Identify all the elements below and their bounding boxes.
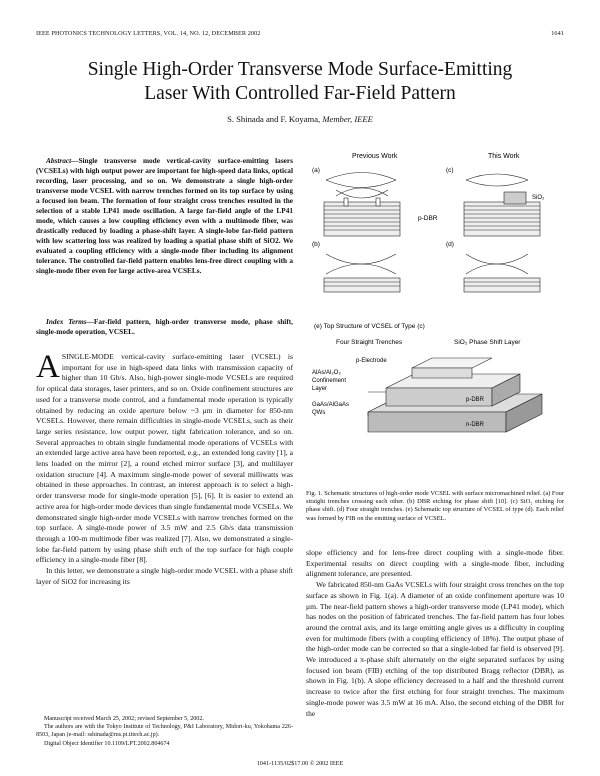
structure-c <box>464 174 540 236</box>
figure-caption <box>306 490 564 523</box>
right-paragraph-1: slope efficiency and for lens-free direct coupling with a single-mode fiber. Experimental results on direct coupling with a single-mode fiber, including alignment tolerance, are presented. <box>306 548 564 579</box>
fig-label-top-structure: (e) Top Structure of VCSEL of Type (c) <box>314 323 425 330</box>
fig-label-c: (c) <box>446 167 454 174</box>
intro-paragraph-1 <box>36 349 293 566</box>
author-names: S. Shinada and F. Koyama, <box>227 114 321 124</box>
intro-paragraph-2: In this letter, we demonstrate a single high-order mode VCSEL with a phase shift layer of SiO2 for increasing its <box>36 566 293 586</box>
right-paragraph-2: We fabricated 850-nm GaAs VCSELs with four straight cross trenches on the top surface as shown in Fig. 1(a). A diameter of an oxide confinement aperture was 10 μm. The near-field pattern shows a high-order transverse mode (LP41 mode), which has nodes on the position of fabricated trenches. The far-field pattern has four lobes around the central axis, and its large emitting angle gives us a difficulty in coupling even for multimode fibers (with a coupling efficiency of 18%). The output phase of the high-order mode can be corrected so that a single-lobed far field is observed [9]. We introduced a π-phase shift alternately on the eight separated surfaces by using focused ion beam (FIB) etching of the top distributed Bragg reflector (DBR), as shown in Fig. 1(b). A slope efficiency decreased to a half and the threshold current increase to twice after the first etching for four straight trenches. The maximum single-mode power was 3.5 mW at 16 mA. Also, the second etching of the DBR for the <box>306 580 564 718</box>
footnote <box>36 715 293 748</box>
caption-text: Schematic structures of high-order mode VCSEL with surface micromachined relief. (a) Four straight trenches crossing each other. (b) DBR etching for phase shift [10]. (c) SiO₂ etching for phase shift. (d) Four straight trenches. (e) Schematic top structure of VCSEL of type (d). Each relief was formed by FIB on the emitting surface of VCSEL. <box>306 490 565 522</box>
fig-label-a: (a) <box>312 167 320 174</box>
intro-p1-text: SINGLE-MODE vertical-cavity surface-emitting laser (VCSEL) is important for use in high-speed data links with transmission capacity of higher than 10 Gb/s. Also, high-power single-mode VCSELs are required for optical data storages, laser printers, and so on. Oxide confinement structures are used for a transverse mode control, and a fundamental mode operation is typically obtained by reducing an oxide aperture below ~3 μm in diameter for 850-nm VCSELs. However, there remain difficulties in single-mode VCSELs, such as their large series resistance, low output power, tight fabrication tolerance, and so on. Several approaches to obtain single fundamental mode operations of VCSELs with an extended large active area have been reported, e.g., an extended long cavity [1], a lens loaded on the mirror [2], a round etched mirror surface [3], and multilayer oxidation structure [4]. A maximum single-mode power of several milliwatts was obtained in these approaches. In contrast, an interest approach is to select a high-order transverse mode for single-mode operation [5], [6]. It is easier to extend an active area for high-order mode devices than single fundamental mode VCSELs. We demonstrated single high-order mode VCSELs with narrow trenches formed on the top surface. A single-mode power of 3.5 mW and 2.5 Gb/s data transmission through a 100-m multimode fiber was realized [7]. Also, we demonstrated a single-lobe far-field pattern by using phase shift etch of the top surface for high couple efficiency in a single-mode fiber [8]. <box>36 352 293 565</box>
fig-label-gaas-1: GaAs/AlGaAs <box>312 402 350 408</box>
fig-label-confine-2: Confinement <box>312 378 347 384</box>
footnote-affiliation: The authors are with the Tokyo Institute of Technology, P&I Laboratory, Midori-ku, Yokohama 226-8503, Japan (e-mail: sshinada@ms.pi.titech.ac.jp). <box>36 724 293 739</box>
fig-label-n-dbr: n-DBR <box>466 422 485 428</box>
index-terms-label: Index Terms <box>46 317 87 326</box>
fig-label-confine-1: AlAs/Al₂O₃ <box>312 370 341 376</box>
fig-label-confine-3: Layer <box>312 386 328 392</box>
fig-label-pdbr: p-DBR <box>418 215 438 222</box>
fig-label-trenches: Four Straight Trenches <box>336 339 403 346</box>
index-terms <box>36 317 293 337</box>
fig-label-gaas-2: QWs <box>312 410 326 416</box>
paper-title <box>0 58 600 106</box>
fig-label-sio2: SiO₂ <box>532 195 545 201</box>
index-terms-text: —Far-field pattern, high-order transverse mode, phase shift, single-mode operation, VCSEL. <box>36 317 293 336</box>
abstract-text: —Single transverse mode vertical-cavity surface-emitting lasers (VCSELs) with high output power are important for high-speed data links, optical recording, laser processing, and so on. We demonstrate a single high-order transverse mode VCSEL with narrow trenches formed on its top surface by using a focused ion beam. The formation of four straight cross trenches resulted in the selection of a stable LP41 mode oscillation. A large far-field angle of the LP41 mode, which causes a low coupling efficiency even with a multimode fiber, was drastically reduced by loading a phase-shift layer. A single-lobe far-field pattern with low scattering loss was realized by loading a spatial phase shift of SiO2. We evaluated a coupling efficiency with a single-mode fiber including its alignment tolerance. The controlled far-field pattern enables lens-free direct coupling with a single-mode fiber even for large active-area VCSELs. <box>36 156 293 275</box>
structure-b <box>324 254 400 292</box>
abstract-label: Abstract <box>46 156 72 165</box>
drop-cap: A <box>36 349 60 385</box>
vcsel-3d-stack <box>368 358 542 432</box>
fig-label-previous: Previous Work <box>352 153 398 160</box>
caption-label: Fig. 1. <box>306 490 323 497</box>
figure-1 <box>306 150 564 482</box>
abstract <box>36 156 293 276</box>
fig-label-p-dbr-2: p-DBR <box>466 397 485 403</box>
fig-label-b: (b) <box>312 241 320 248</box>
page-number: 1641 <box>551 30 564 37</box>
fig-label-d: (d) <box>446 241 454 248</box>
fig-label-this: This Work <box>488 153 520 160</box>
copyright-footer: 1041-1135/02$17.00 © 2002 IEEE <box>256 760 344 767</box>
authors <box>0 114 600 124</box>
footnote-doi: Digital Object Identifier 10.1109/LPT.2002.804674 <box>44 740 170 747</box>
intro-section <box>36 349 293 587</box>
author-membership: Member, IEEE <box>322 114 373 124</box>
right-column-body <box>306 548 564 719</box>
fig-label-p-electrode: p-Electrode <box>356 358 387 364</box>
footnote-received: Manuscript received March 25, 2002; revised September 5, 2002. <box>44 716 204 722</box>
running-header: IEEE PHOTONICS TECHNOLOGY LETTERS, VOL. 14, NO. 12, DECEMBER 2002 <box>36 30 261 37</box>
structure-d <box>464 254 540 292</box>
fig-label-phase-shift: SiO₂ Phase Shift Layer <box>454 339 521 346</box>
title-line-2: Laser With Controlled Far-Field Pattern <box>144 83 456 104</box>
title-line-1: Single High-Order Transverse Mode Surface-Emitting <box>87 59 513 80</box>
structure-a <box>324 173 400 237</box>
